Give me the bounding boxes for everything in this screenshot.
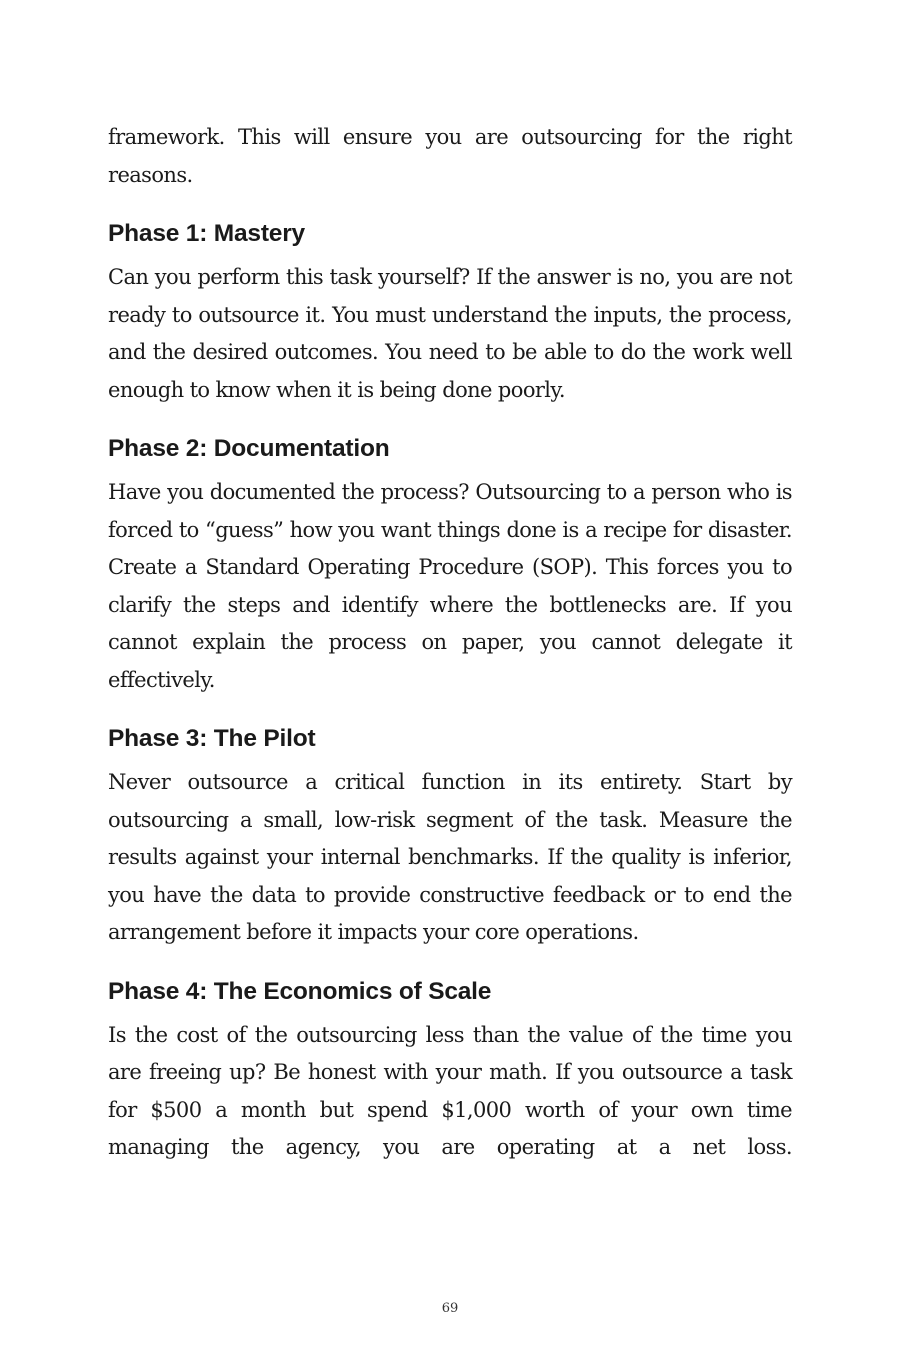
phase-2-paragraph: Have you documented the process? Outsourcing to a person who is forced to “guess” how you want things done is a recipe for disaster. Create a Standard Operating Procedure (SOP). This forces you to clarify the steps and identify where the bottlenecks are. If you cannot explain the process on paper, you cannot delegate it effectively. [108,480,792,692]
phase-1-paragraph: Can you perform this task yourself? If the answer is no, you are not ready to outsource it. You must understand the inputs, the process, and the desired outcomes. You need to be able to do the work well enough to know when it is being done poorly. [108,265,792,402]
page-number: 69 [441,1301,459,1316]
phase-3-heading: Phase 3: The Pilot [108,725,316,752]
phase-1-heading: Phase 1: Mastery [108,220,305,247]
phase-2-heading: Phase 2: Documentation [108,435,390,462]
intro-paragraph: framework. This will ensure you are outsourcing for the right reasons. [108,125,792,187]
phase-4-heading: Phase 4: The Economics of Scale [108,977,492,1005]
phase-3-section [108,724,792,952]
phase-3-paragraph: Never outsource a critical function in its entirety. Start by outsourcing a small, low-risk segment of the task. Measure the results against your internal benchmarks. If the quality is inferior, you have the data to provide constructive feedback or to end the arrangement before it impacts your core operations. [108,770,792,944]
phase-4-section [108,977,792,1167]
page-content [108,119,792,1192]
phase-4-paragraph: Is the cost of the outsourcing less than the value of the time you are freeing up? Be honest with your math. If you outsource a task for $500 a month but spend $1,000 worth of your own time managing the agency, you are operating at a net loss. [108,1022,792,1159]
phase-2-section [108,434,792,699]
phase-1-section [108,219,792,409]
